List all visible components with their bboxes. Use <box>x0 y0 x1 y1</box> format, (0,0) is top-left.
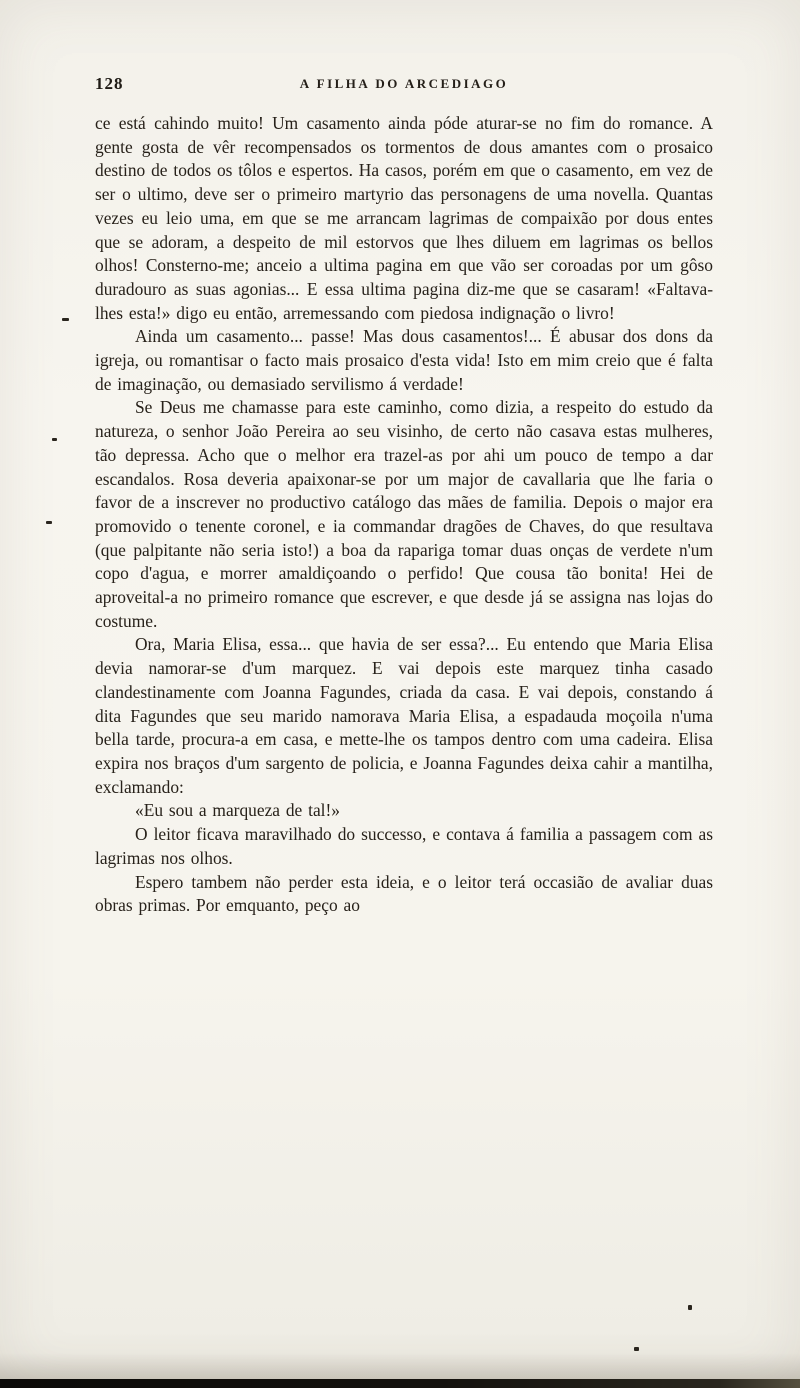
paragraph: Ainda um casamento... passe! Mas dous casamentos!... É abusar dos dons da igreja, ou romantisar o facto mais prosaico d'esta vida! Isto em mim creio que é falta de imaginação, ou demasiado servilismo á verdade! <box>95 326 713 394</box>
running-header <box>95 74 713 96</box>
paragraph: O leitor ficava maravilhado do successo, e contava á familia a passagem com as lagrimas nos olhos. <box>95 824 713 868</box>
paragraph: Ora, Maria Elisa, essa... que havia de ser essa?... Eu entendo que Maria Elisa devia namorar-se d'um marquez. E vai depois este marquez tinha casado clandestinamente com Joanna Fagundes, criada da casa. E vai depois, constando á dita Fagundes que seu marido namorava Maria Elisa, a espadauda moçoila n'uma bella tarde, procura-a em casa, e mette-lhe os tampos dentro com uma cadeira. Elisa expira nos braços d'um sargento de policia, e Joanna Fagundes deixa cahir a mantilha, exclamando: <box>95 634 713 797</box>
paragraph: Espero tambem não perder esta ideia, e o leitor terá occasião de avaliar duas obras primas. Por emquanto, peço ao <box>95 871 713 916</box>
scan-artifact <box>46 521 52 524</box>
scan-artifact <box>688 1305 692 1310</box>
scan-bottom-edge <box>0 1379 800 1388</box>
page-number: 128 <box>95 74 124 93</box>
scan-bottom-shadow <box>0 1353 800 1379</box>
paragraph: ce está cahindo muito! Um casamento ainda póde aturar-se no fim do romance. A gente gosta de vêr recompensados os tormentos de dous amantes com o prosaico destino de todos os tôlos e espertos. Ha casos, porém em que o casamento, em vez de ser o ultimo, deve ser o primeiro martyrio das personagens de uma novella. Quantas vezes eu leio uma, em que se me arrancam lagrimas de compaixão por dous entes que se adoram, a despeito de mil estorvos que lhes diluem em lagrimas os bellos olhos! Consterno-me; anceio a ultima pagina em que vão ser coroadas por um gôso duradouro as suas agonias... E essa ultima pagina diz-me que se casaram! «Faltava-lhes esta!» digo eu então, arremessando com piedosa indignação o livro! <box>95 113 713 323</box>
body-text-block <box>95 112 713 918</box>
paragraph: «Eu sou a marqueza de tal!» <box>135 800 340 821</box>
page-header-title: A FILHA DO ARCEDIAGO <box>299 76 509 91</box>
paragraph: Se Deus me chamasse para este caminho, como dizia, a respeito do estudo da natureza, o senhor João Pereira ao seu visinho, de certo não casava estas mulheres, tão depressa. Acho que o melhor era trazel-as por ahi um pouco de tempo a dar escandalos. Rosa deveria apaixonar-se por um major de cavallaria que lhe faria o favor de a inscrever no productivo catálogo das mães de familia. Depois o major era promovido o tenente coronel, e ia commandar dragões de Chaves, do que resultava (que palpitante não seria isto!) a boa da rapariga tomar duas onças de verdete n'um copo d'agua, e morrer amaldiçoando o perfido! Que cousa tão bonita! Hei de aproveital-a no primeiro romance que escrever, e que desde já se assigna nas lojas do costume. <box>95 397 713 631</box>
scan-artifact <box>634 1347 639 1351</box>
scan-artifact <box>52 438 57 441</box>
scan-artifact <box>62 318 69 321</box>
